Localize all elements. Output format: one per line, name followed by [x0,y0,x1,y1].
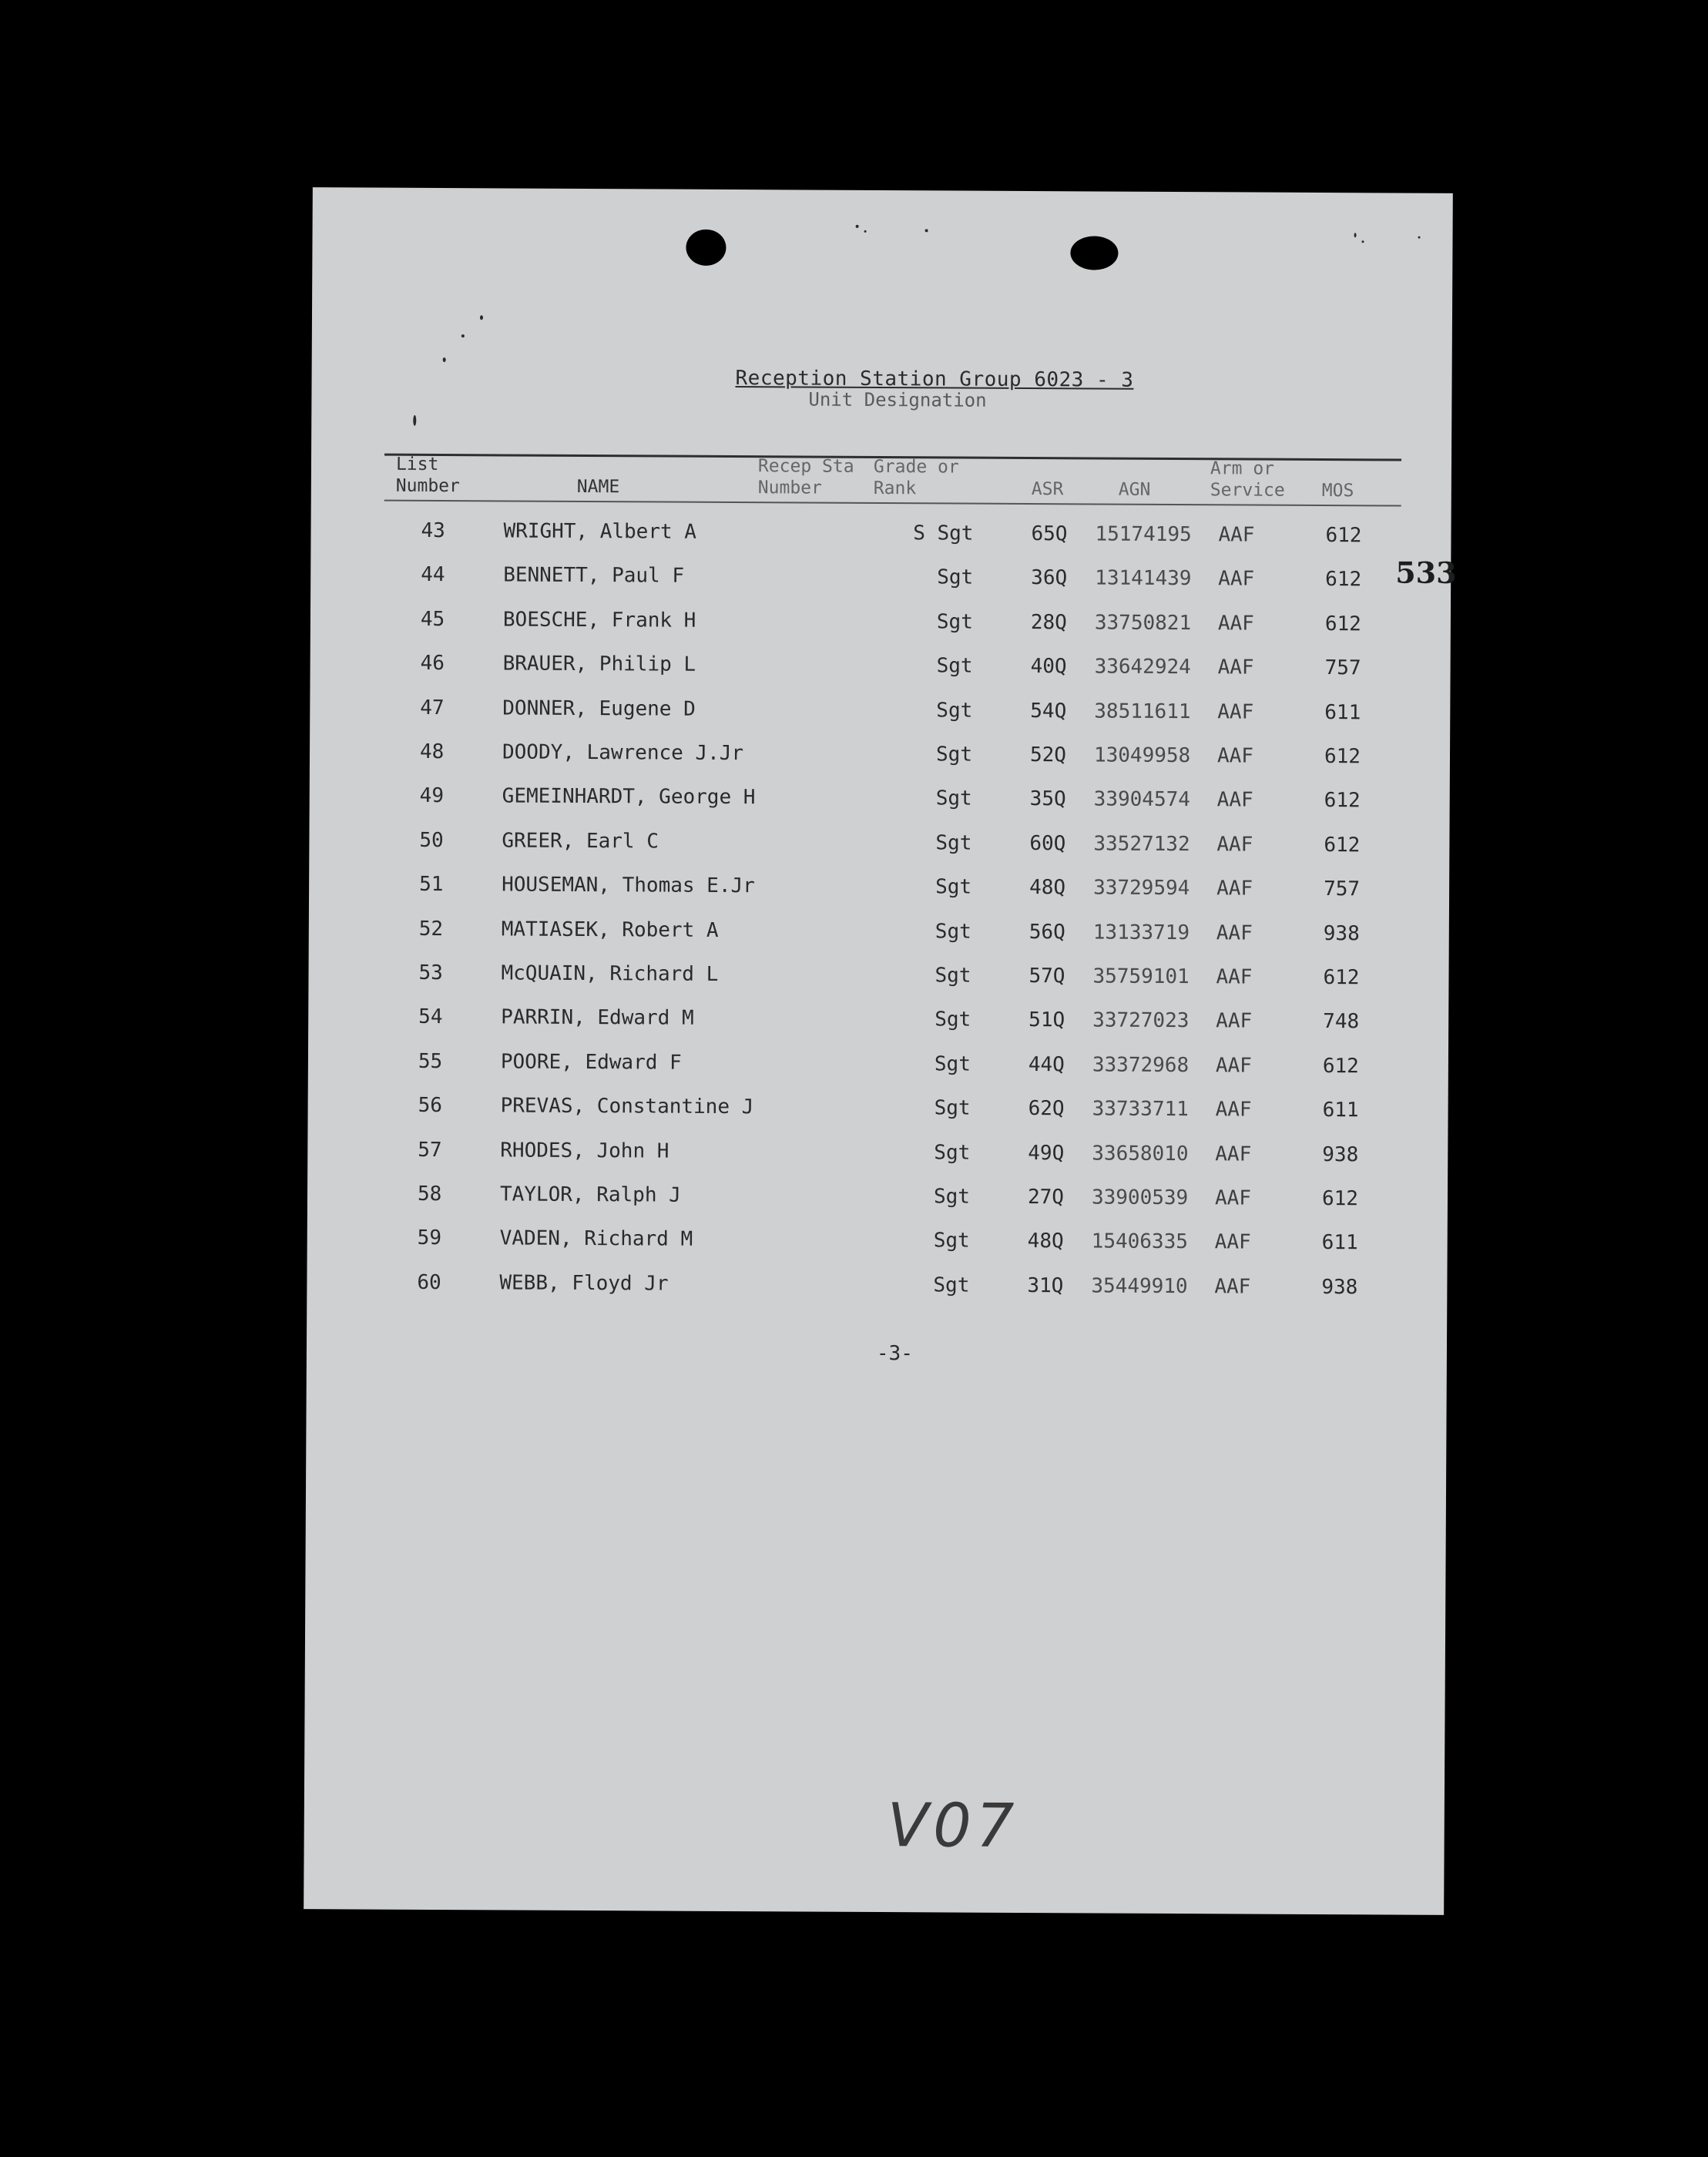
row-mos: 612 [1325,568,1362,592]
row-asr: 49Q [1028,1141,1065,1165]
row-list-number: 52 [418,917,444,941]
row-name: HOUSEMAN, Thomas E.Jr [502,873,755,898]
speck [864,230,867,233]
row-agn: 33904574 [1093,787,1191,812]
table-row [310,740,1450,777]
table-row [310,607,1451,644]
row-grade: Sgt [935,831,972,855]
row-asr: 35Q [1029,787,1066,811]
row-agn: 13141439 [1095,566,1192,591]
row-name: PARRIN, Edward M [501,1005,694,1031]
row-name: RHODES, John H [500,1139,669,1163]
speck [480,315,483,320]
row-arm-or-service: AAF [1215,1054,1252,1078]
speck [443,357,446,362]
row-arm-or-service: AAF [1214,1186,1252,1210]
row-name: WRIGHT, Albert A [503,519,697,544]
row-mos: 612 [1325,524,1362,548]
row-asr: 28Q [1030,610,1067,635]
row-list-number: 56 [418,1094,443,1118]
row-asr: 51Q [1028,1008,1065,1032]
row-arm-or-service: AAF [1216,744,1254,768]
speck [461,334,465,337]
row-mos: 612 [1324,745,1361,769]
speck [1354,233,1357,237]
row-agn: 33727023 [1092,1008,1190,1033]
row-agn: 35759101 [1092,964,1190,989]
row-list-number: 49 [419,784,445,808]
speck [1418,236,1421,239]
table-row [310,563,1451,600]
row-grade: Sgt [933,1185,971,1209]
row-list-number: 43 [421,518,445,543]
row-name: PREVAS, Constantine J [500,1094,754,1119]
row-mos: 757 [1324,877,1361,901]
row-mos: 612 [1323,966,1360,990]
row-name: POORE, Edward F [500,1050,682,1075]
row-name: BENNETT, Paul F [503,563,685,589]
row-asr: 27Q [1027,1186,1065,1209]
table-row [310,651,1450,688]
row-mos: 757 [1324,656,1361,680]
header-arm-or-service: Arm or Service [1210,458,1285,501]
row-name: VADEN, Richard M [499,1226,693,1252]
row-mos: 611 [1324,700,1361,724]
row-mos: 748 [1323,1010,1360,1034]
row-arm-or-service: AAF [1216,965,1253,989]
row-list-number: 51 [419,873,444,897]
row-grade: Sgt [934,1096,971,1120]
row-arm-or-service: AAF [1217,656,1254,679]
row-arm-or-service: AAF [1216,877,1253,901]
row-list-number: 46 [420,652,445,676]
handwritten-note: V07 [887,1791,1019,1861]
row-arm-or-service: AAF [1215,1142,1252,1166]
row-mos: 938 [1322,1142,1359,1166]
row-list-number: 47 [420,696,445,720]
row-agn: 33900539 [1091,1186,1189,1210]
row-arm-or-service: AAF [1214,1275,1251,1299]
row-name: DONNER, Eugene D [502,696,696,721]
row-name: GEMEINHARDT, George H [502,784,756,810]
table-row [308,1005,1448,1042]
table-row [307,1182,1448,1219]
table-row [309,872,1449,909]
row-arm-or-service: AAF [1214,1230,1251,1254]
row-name: McQUAIN, Richard L [501,961,719,986]
row-agn: 38511611 [1094,699,1191,723]
row-grade: Sgt [935,1008,971,1032]
row-name: GREER, Earl C [502,829,659,854]
speck [413,415,416,426]
row-asr: 40Q [1030,655,1067,679]
row-grade: Sgt [934,1140,971,1165]
row-agn: 33372968 [1092,1053,1190,1077]
row-grade: Sgt [936,654,973,678]
row-list-number: 45 [420,607,445,631]
table-row [310,784,1450,821]
row-agn: 33642924 [1094,655,1191,679]
row-asr: 60Q [1029,831,1066,856]
row-asr: 62Q [1028,1097,1065,1121]
unit-designation-label: Unit Designation [808,388,987,411]
row-grade: Sgt [935,964,971,988]
table-row [307,1226,1448,1263]
row-grade: Sgt [936,698,973,723]
row-arm-or-service: AAF [1216,788,1253,812]
row-asr: 48Q [1027,1229,1064,1253]
row-name: BRAUER, Philip L [502,652,696,676]
table-row [307,1093,1448,1130]
row-arm-or-service: AAF [1216,921,1253,945]
row-name: WEBB, Floyd Jr [499,1271,669,1296]
row-grade: Sgt [934,1052,971,1076]
row-agn: 33733711 [1092,1097,1189,1122]
page-number: -3- [876,1341,913,1366]
row-asr: 36Q [1031,566,1068,590]
row-mos: 612 [1324,612,1361,636]
table-row [307,1138,1448,1175]
row-list-number: 53 [418,961,443,985]
row-asr: 48Q [1029,876,1066,900]
speck [1362,240,1364,243]
row-grade: Sgt [935,875,972,899]
row-grade: Sgt [933,1273,970,1297]
row-asr: 57Q [1028,964,1065,988]
row-name: DOODY, Lawrence J.Jr [502,740,744,766]
unit-title: Reception Station Group 6023 - 3 [735,367,1134,392]
row-agn: 33527132 [1093,832,1190,856]
punch-hole [1070,236,1118,270]
row-agn: 15174195 [1095,522,1192,547]
row-name: TAYLOR, Ralph J [499,1182,681,1207]
row-list-number: 55 [418,1049,443,1073]
row-list-number: 60 [417,1270,441,1294]
table-row [310,696,1450,733]
row-list-number: 58 [417,1182,442,1206]
table-row [309,828,1449,865]
header-recep-sta-number: Recep Sta Number [757,456,854,498]
row-arm-or-service: AAF [1216,833,1253,857]
row-agn: 35449910 [1091,1274,1188,1298]
row-grade: Sgt [937,565,974,590]
row-agn: 13133719 [1092,921,1190,944]
header-mos: MOS [1321,481,1354,502]
header-grade-or-rank: Grade or Rank [873,456,959,499]
row-mos: 938 [1321,1275,1358,1300]
table-row [310,518,1451,555]
row-agn: 33729594 [1093,876,1190,901]
header-agn: AGN [1118,479,1151,500]
row-list-number: 50 [419,828,444,852]
row-name: MATIASEK, Robert A [501,917,719,942]
row-mos: 612 [1324,789,1361,813]
row-asr: 65Q [1031,522,1068,546]
row-agn: 15406335 [1091,1229,1189,1254]
row-mos: 611 [1322,1099,1359,1122]
row-grade: S Sgt [913,522,974,545]
row-list-number: 54 [418,1005,443,1029]
row-list-number: 44 [421,563,445,587]
row-mos: 611 [1321,1231,1358,1255]
stamped-page-number: 533 [1395,555,1457,590]
row-grade: Sgt [935,787,972,811]
row-grade: Sgt [936,610,973,634]
row-asr: 44Q [1028,1052,1065,1077]
row-arm-or-service: AAF [1218,523,1255,547]
row-asr: 56Q [1028,920,1065,944]
document-page [304,187,1457,1915]
row-arm-or-service: AAF [1216,1009,1253,1033]
row-list-number: 59 [417,1226,442,1250]
speck [925,229,928,232]
header-name: NAME [576,476,620,498]
header-asr: ASR [1031,479,1064,500]
row-grade: Sgt [935,743,973,767]
header-list-number: List Number [395,454,460,497]
table-row [308,1049,1448,1086]
row-arm-or-service: AAF [1217,699,1254,724]
row-arm-or-service: AAF [1217,612,1254,636]
table-row [307,1270,1447,1307]
row-grade: Sgt [933,1229,970,1253]
table-row [308,961,1448,998]
row-list-number: 48 [419,740,445,764]
row-grade: Sgt [935,919,971,944]
punch-hole [686,230,726,266]
row-mos: 938 [1323,921,1360,945]
row-agn: 33750821 [1094,611,1192,635]
row-asr: 54Q [1030,699,1067,723]
row-agn: 13049958 [1093,743,1191,768]
row-name: BOESCHE, Frank H [502,608,696,632]
row-mos: 612 [1322,1054,1359,1078]
row-asr: 52Q [1029,743,1067,767]
row-agn: 33658010 [1092,1142,1189,1166]
row-list-number: 57 [418,1138,442,1162]
table-row [309,917,1449,954]
speck [856,225,859,228]
row-mos: 612 [1324,833,1361,857]
row-asr: 31Q [1027,1273,1064,1298]
row-arm-or-service: AAF [1218,567,1255,591]
row-arm-or-service: AAF [1215,1098,1252,1122]
row-mos: 612 [1321,1187,1359,1211]
